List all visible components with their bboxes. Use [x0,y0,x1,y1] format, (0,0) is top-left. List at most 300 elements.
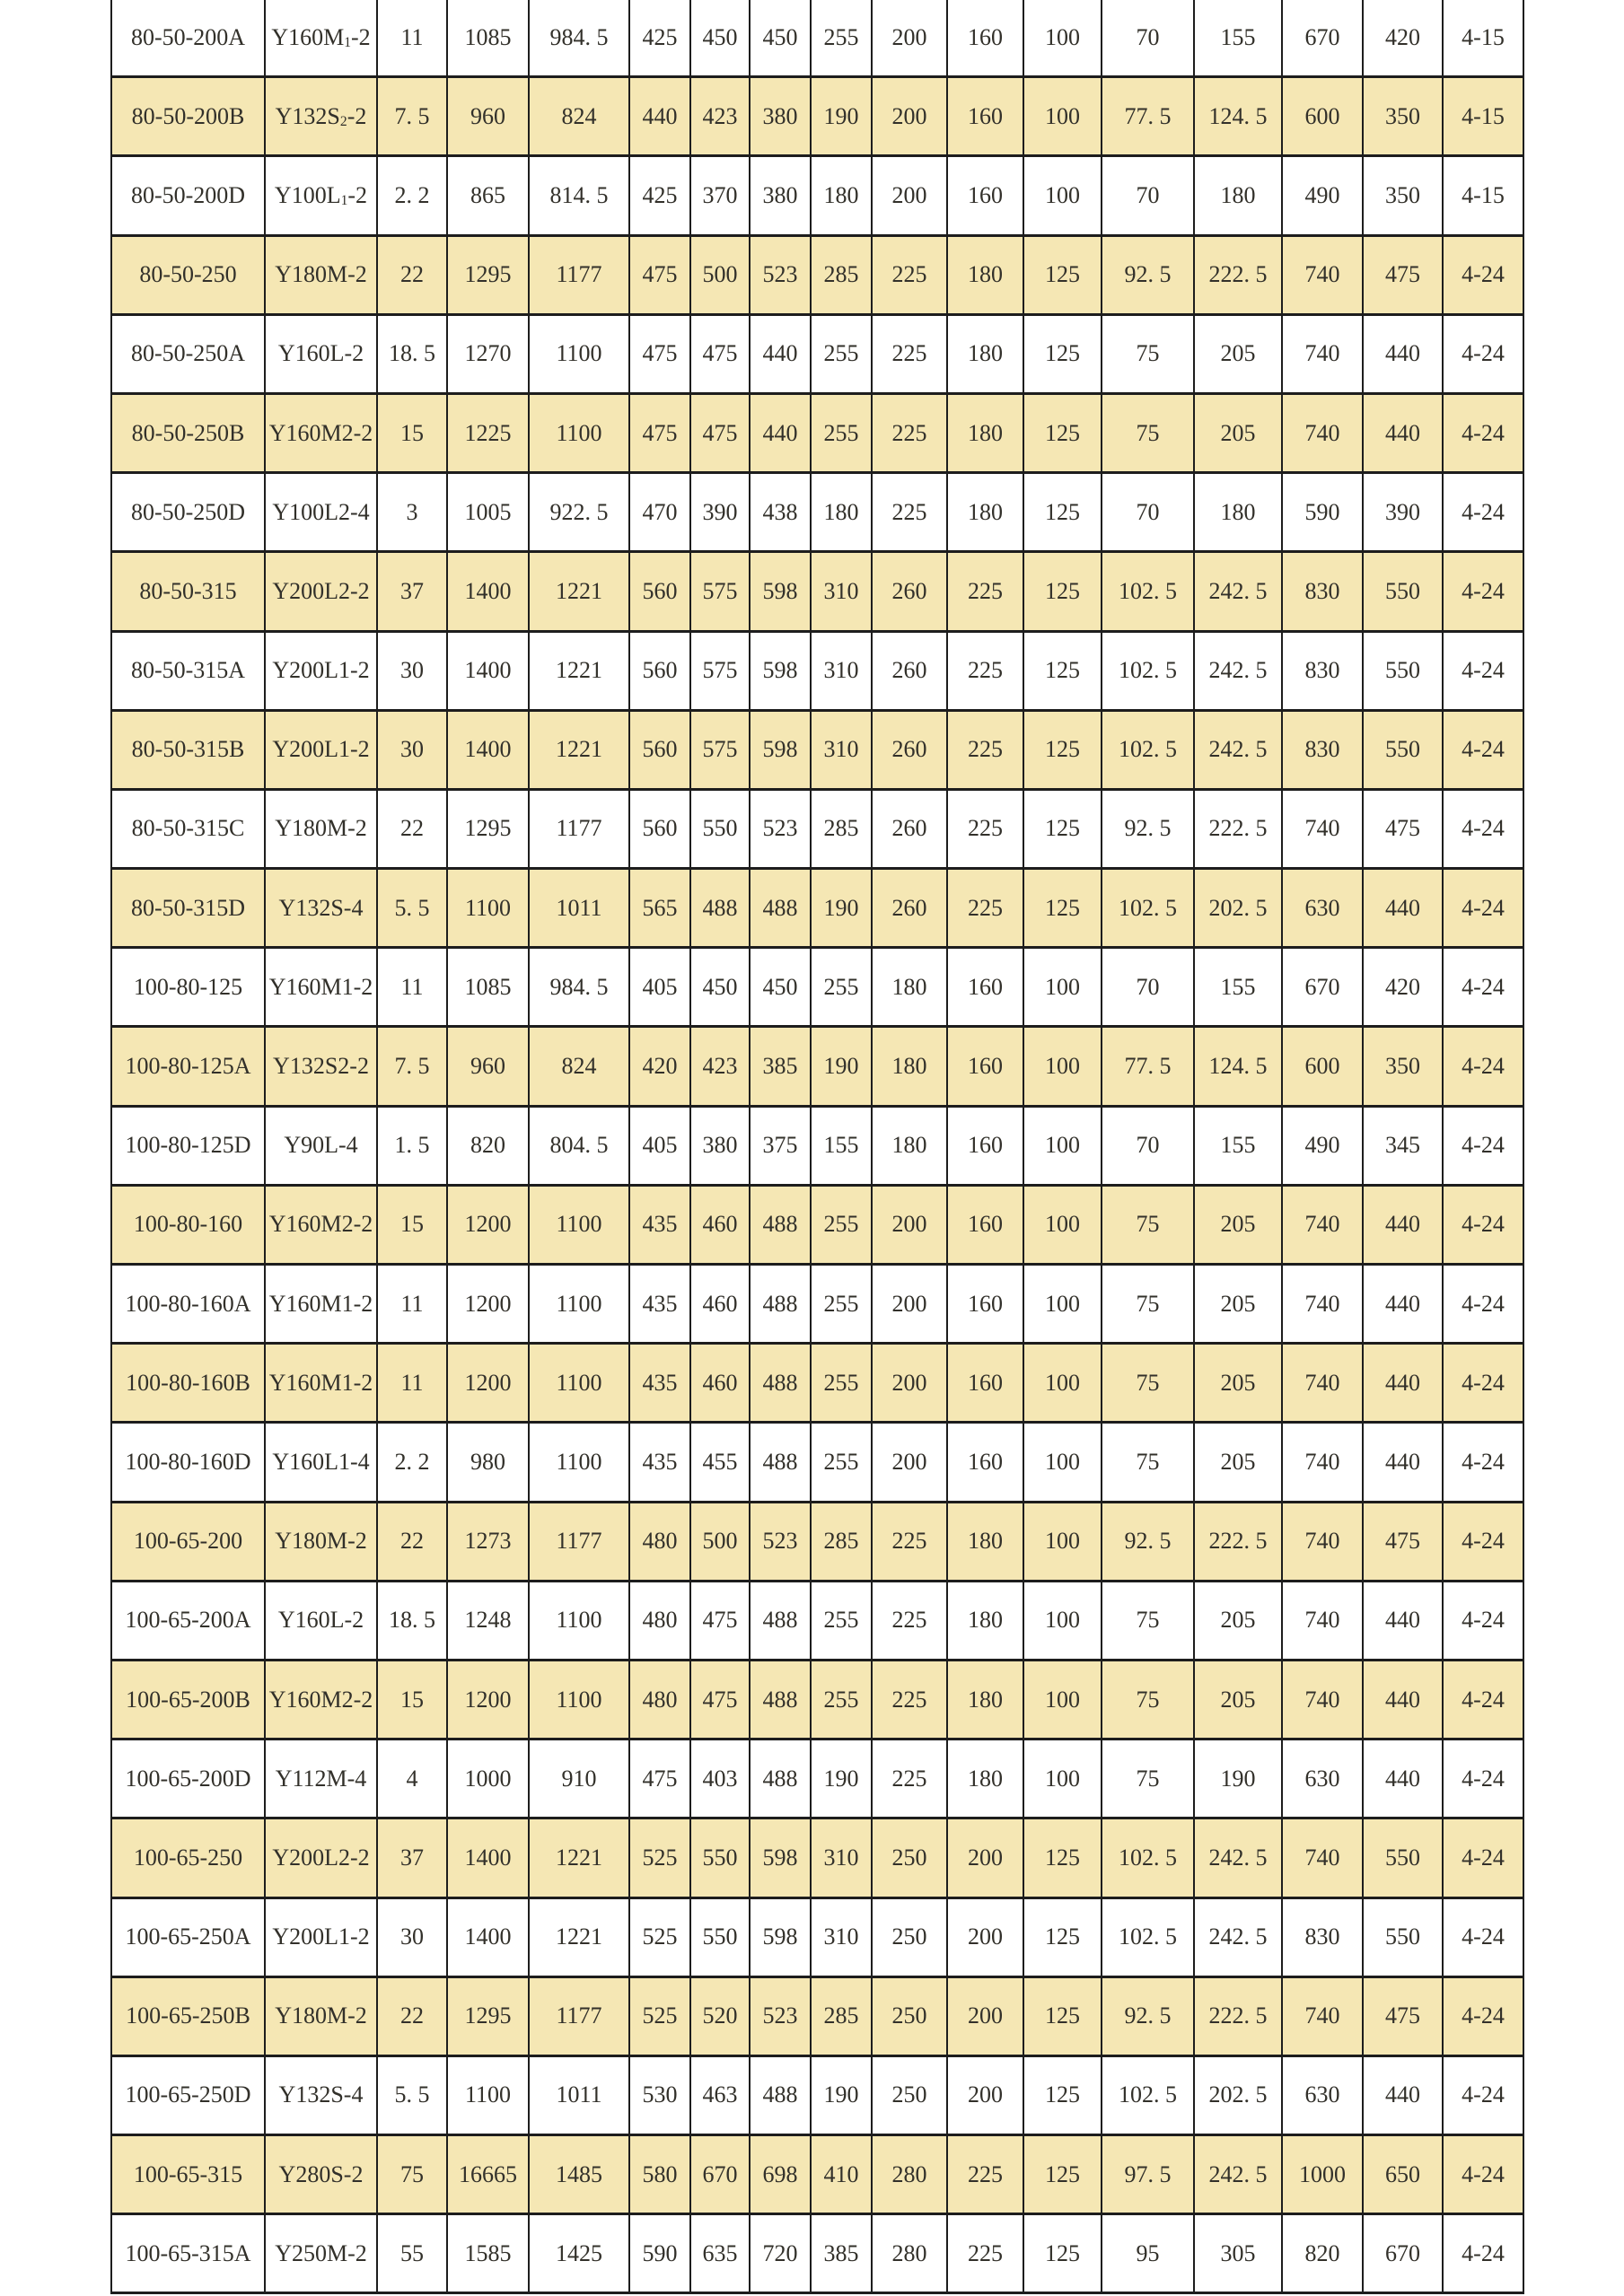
spec-value-cell: 180 [811,473,872,552]
spec-value-cell: 4-15 [1443,156,1523,235]
spec-value-cell: 1200 [447,1265,529,1344]
spec-value-cell: 155 [1194,0,1282,77]
motor-type-cell: Y100L2-4 [265,473,377,552]
pump-model-cell: 80-50-250D [111,473,265,552]
spec-value-cell: 1400 [447,1818,529,1897]
spec-value-cell: 100 [1023,156,1102,235]
spec-value-cell: 865 [447,156,529,235]
spec-value-cell: 22 [377,789,447,868]
pump-model-cell: 100-65-315A [111,2214,265,2293]
spec-value-cell: 1200 [447,1660,529,1739]
spec-value-cell: 125 [1023,710,1102,789]
spec-value-cell: 450 [690,0,750,77]
spec-value-cell: 75 [377,2135,447,2214]
spec-value-cell: 30 [377,710,447,789]
spec-value-cell: 1011 [529,2055,629,2134]
spec-value-cell: 255 [811,393,872,472]
spec-value-cell: 1295 [447,789,529,868]
spec-value-cell: 984. 5 [529,0,629,77]
spec-value-cell: 440 [1363,1740,1443,1818]
spec-value-cell: 598 [750,1818,811,1897]
spec-value-cell: 740 [1282,1502,1363,1581]
spec-value-cell: 4-24 [1443,473,1523,552]
spec-value-cell: 102. 5 [1102,710,1194,789]
spec-value-cell: 1273 [447,1502,529,1581]
spec-value-cell: 70 [1102,0,1194,77]
spec-value-cell: 1400 [447,552,529,631]
spec-value-cell: 205 [1194,393,1282,472]
spec-value-cell: 125 [1023,393,1102,472]
spec-value-cell: 16665 [447,2135,529,2214]
spec-value-cell: 403 [690,1740,750,1818]
spec-value-cell: 4-24 [1443,948,1523,1027]
pump-model-cell: 100-80-125 [111,948,265,1027]
spec-value-cell: 255 [811,1185,872,1264]
spec-value-cell: 30 [377,631,447,710]
spec-value-cell: 1011 [529,869,629,948]
spec-value-cell: 2. 2 [377,1423,447,1502]
table-row [111,314,1523,393]
spec-value-cell: 285 [811,1502,872,1581]
spec-value-cell: 550 [1363,631,1443,710]
spec-value-cell: 100 [1023,77,1102,156]
spec-value-cell: 670 [1282,0,1363,77]
spec-value-cell: 1221 [529,552,629,631]
spec-value-cell: 200 [872,1265,947,1344]
spec-value-cell: 92. 5 [1102,235,1194,314]
spec-value-cell: 475 [1363,1976,1443,2055]
spec-value-cell: 125 [1023,2055,1102,2134]
spec-value-cell: 225 [872,1581,947,1660]
table-row [111,473,1523,552]
motor-type-cell: Y180M-2 [265,789,377,868]
spec-value-cell: 100 [1023,1660,1102,1739]
spec-value-cell: 740 [1282,314,1363,393]
table-row [111,2214,1523,2293]
spec-value-cell: 200 [872,1344,947,1423]
motor-type-cell: Y200L2-2 [265,1818,377,1897]
spec-value-cell: 460 [690,1344,750,1423]
spec-value-cell: 222. 5 [1194,789,1282,868]
spec-value-cell: 4-24 [1443,1265,1523,1344]
motor-type-cell: Y112M-4 [265,1740,377,1818]
spec-value-cell: 205 [1194,1581,1282,1660]
table-row [111,156,1523,235]
spec-value-cell: 37 [377,1818,447,1897]
spec-value-cell: 255 [811,1660,872,1739]
spec-value-cell: 488 [750,1344,811,1423]
spec-value-cell: 600 [1282,1027,1363,1106]
motor-type-cell: Y200L1-2 [265,631,377,710]
motor-type-cell: Y160M1-2 [265,948,377,1027]
spec-value-cell: 15 [377,1185,447,1264]
spec-value-cell: 70 [1102,948,1194,1027]
spec-value-cell: 225 [947,552,1023,631]
spec-value-cell: 124. 5 [1194,1027,1282,1106]
spec-value-cell: 102. 5 [1102,552,1194,631]
spec-value-cell: 420 [1363,0,1443,77]
pump-model-cell: 80-50-250 [111,235,265,314]
spec-value-cell: 1100 [447,869,529,948]
spec-value-cell: 77. 5 [1102,1027,1194,1106]
spec-value-cell: 440 [1363,2055,1443,2134]
spec-value-cell: 222. 5 [1194,235,1282,314]
spec-value-cell: 222. 5 [1194,1502,1282,1581]
spec-value-cell: 475 [629,1740,690,1818]
spec-value-cell: 310 [811,631,872,710]
spec-value-cell: 285 [811,1976,872,2055]
spec-value-cell: 488 [750,1740,811,1818]
spec-value-cell: 740 [1282,1818,1363,1897]
motor-type-cell: Y200L1-2 [265,1897,377,1976]
spec-value-cell: 250 [872,1897,947,1976]
pump-model-cell: 100-80-160A [111,1265,265,1344]
pump-model-cell: 80-50-250B [111,393,265,472]
spec-value-cell: 22 [377,1976,447,2055]
spec-value-cell: 1000 [447,1740,529,1818]
pump-model-cell: 100-65-200D [111,1740,265,1818]
spec-value-cell: 440 [1363,314,1443,393]
spec-value-cell: 205 [1194,1660,1282,1739]
spec-value-cell: 1295 [447,1976,529,2055]
spec-value-cell: 1295 [447,235,529,314]
spec-value-cell: 390 [690,473,750,552]
spec-value-cell: 250 [872,1818,947,1897]
table-row [111,1818,1523,1897]
spec-value-cell: 922. 5 [529,473,629,552]
pump-model-cell: 100-65-200B [111,1660,265,1739]
spec-value-cell: 488 [690,869,750,948]
spec-value-cell: 575 [690,631,750,710]
spec-value-cell: 1085 [447,0,529,77]
spec-value-cell: 698 [750,2135,811,2214]
table-row [111,77,1523,156]
spec-value-cell: 550 [690,1818,750,1897]
spec-value-cell: 70 [1102,156,1194,235]
spec-value-cell: 160 [947,1185,1023,1264]
pump-model-cell: 100-65-250B [111,1976,265,2055]
spec-value-cell: 160 [947,1027,1023,1106]
spec-value-cell: 190 [811,869,872,948]
spec-value-cell: 4-24 [1443,869,1523,948]
spec-value-cell: 420 [629,1027,690,1106]
spec-value-cell: 225 [947,710,1023,789]
spec-value-cell: 190 [811,1740,872,1818]
table-row [111,789,1523,868]
spec-value-cell: 4-24 [1443,1027,1523,1106]
spec-value-cell: 375 [750,1106,811,1185]
spec-value-cell: 440 [1363,1660,1443,1739]
table-row [111,2055,1523,2134]
spec-value-cell: 15 [377,1660,447,1739]
spec-value-cell: 380 [690,1106,750,1185]
spec-value-cell: 390 [1363,473,1443,552]
table-row [111,1265,1523,1344]
spec-value-cell: 255 [811,1265,872,1344]
spec-value-cell: 4-24 [1443,314,1523,393]
spec-value-cell: 1225 [447,393,529,472]
spec-value-cell: 124. 5 [1194,77,1282,156]
table-row [111,869,1523,948]
spec-value-cell: 242. 5 [1194,552,1282,631]
spec-value-cell: 530 [629,2055,690,2134]
pump-model-cell: 80-50-315D [111,869,265,948]
spec-value-cell: 75 [1102,1423,1194,1502]
spec-value-cell: 242. 5 [1194,710,1282,789]
spec-value-cell: 1100 [529,1660,629,1739]
spec-value-cell: 4-24 [1443,1660,1523,1739]
table-row [111,1502,1523,1581]
table-row [111,1897,1523,1976]
spec-value-cell: 5. 5 [377,2055,447,2134]
spec-value-cell: 75 [1102,1581,1194,1660]
spec-value-cell: 75 [1102,393,1194,472]
spec-value-cell: 255 [811,1581,872,1660]
spec-value-cell: 200 [947,1976,1023,2055]
spec-value-cell: 225 [872,314,947,393]
spec-value-cell: 205 [1194,1185,1282,1264]
spec-value-cell: 305 [1194,2214,1282,2293]
spec-value-cell: 488 [750,869,811,948]
spec-value-cell: 1100 [529,1581,629,1660]
spec-value-cell: 480 [629,1502,690,1581]
spec-value-cell: 440 [1363,393,1443,472]
spec-value-cell: 97. 5 [1102,2135,1194,2214]
spec-value-cell: 1177 [529,789,629,868]
spec-value-cell: 488 [750,1423,811,1502]
spec-value-cell: 225 [872,393,947,472]
table-row [111,1027,1523,1106]
spec-value-cell: 155 [811,1106,872,1185]
spec-value-cell: 4-24 [1443,2214,1523,2293]
spec-value-cell: 475 [629,235,690,314]
spec-value-cell: 22 [377,235,447,314]
spec-value-cell: 630 [1282,1740,1363,1818]
spec-value-cell: 75 [1102,1344,1194,1423]
spec-value-cell: 345 [1363,1106,1443,1185]
motor-type-cell: Y250M-2 [265,2214,377,2293]
pump-model-cell: 100-65-200A [111,1581,265,1660]
spec-value-cell: 350 [1363,1027,1443,1106]
spec-value-cell: 980 [447,1423,529,1502]
spec-value-cell: 463 [690,2055,750,2134]
spec-value-cell: 75 [1102,1660,1194,1739]
motor-type-cell: $Y132S_2-2$ [265,77,377,156]
spec-value-cell: 590 [629,2214,690,2293]
spec-value-cell: 92. 5 [1102,1502,1194,1581]
spec-value-cell: 830 [1282,1897,1363,1976]
spec-value-cell: 125 [1023,314,1102,393]
spec-value-cell: 435 [629,1265,690,1344]
pump-model-cell: 80-50-200B [111,77,265,156]
spec-value-cell: 440 [1363,1581,1443,1660]
spec-value-cell: 380 [750,77,811,156]
spec-value-cell: 180 [947,1502,1023,1581]
spec-value-cell: 450 [750,0,811,77]
spec-value-cell: 4-24 [1443,1976,1523,2055]
spec-value-cell: 440 [1363,869,1443,948]
spec-value-cell: 635 [690,2214,750,2293]
spec-value-cell: 385 [750,1027,811,1106]
spec-value-cell: 385 [811,2214,872,2293]
spec-value-cell: 450 [690,948,750,1027]
spec-value-cell: 3 [377,473,447,552]
spec-value-cell: 190 [1194,1740,1282,1818]
spec-value-cell: 100 [1023,1581,1102,1660]
table-row [111,631,1523,710]
pump-model-cell: 80-50-315B [111,710,265,789]
spec-value-cell: 225 [947,869,1023,948]
spec-value-cell: 438 [750,473,811,552]
spec-value-cell: 225 [872,235,947,314]
spec-value-cell: 435 [629,1423,690,1502]
spec-value-cell: 180 [872,1027,947,1106]
spec-value-cell: 280 [872,2214,947,2293]
table-row [111,552,1523,631]
spec-value-cell: 180 [947,473,1023,552]
spec-value-cell: 520 [690,1976,750,2055]
spec-value-cell: 100 [1023,948,1102,1027]
spec-value-cell: 100 [1023,1027,1102,1106]
spec-value-cell: 440 [1363,1185,1443,1264]
spec-value-cell: 255 [811,948,872,1027]
spec-value-cell: 102. 5 [1102,1897,1194,1976]
spec-value-cell: 740 [1282,789,1363,868]
spec-value-cell: 475 [690,393,750,472]
spec-value-cell: 202. 5 [1194,869,1282,948]
spec-value-cell: 225 [947,2135,1023,2214]
spec-value-cell: 205 [1194,314,1282,393]
spec-value-cell: 475 [629,314,690,393]
spec-value-cell: 255 [811,314,872,393]
spec-value-cell: 250 [872,2055,947,2134]
spec-value-cell: 310 [811,552,872,631]
spec-value-cell: 740 [1282,1660,1363,1739]
spec-value-cell: 670 [1282,948,1363,1027]
spec-value-cell: 490 [1282,1106,1363,1185]
spec-value-cell: 350 [1363,156,1443,235]
spec-value-cell: 225 [872,1502,947,1581]
spec-value-cell: 310 [811,710,872,789]
spec-value-cell: 155 [1194,1106,1282,1185]
motor-type-cell: Y180M-2 [265,235,377,314]
spec-value-cell: 70 [1102,1106,1194,1185]
spec-value-cell: 190 [811,2055,872,2134]
spec-value-cell: 280 [872,2135,947,2214]
spec-value-cell: 630 [1282,2055,1363,2134]
spec-value-cell: 4-24 [1443,1344,1523,1423]
spec-value-cell: 1400 [447,710,529,789]
spec-value-cell: 102. 5 [1102,631,1194,710]
spec-value-cell: 125 [1023,1818,1102,1897]
spec-value-cell: 95 [1102,2214,1194,2293]
spec-value-cell: 160 [947,1106,1023,1185]
spec-value-cell: 100 [1023,1740,1102,1818]
spec-value-cell: 370 [690,156,750,235]
spec-value-cell: 100 [1023,1344,1102,1423]
spec-value-cell: 100 [1023,1502,1102,1581]
spec-value-cell: 4-24 [1443,710,1523,789]
spec-value-cell: 598 [750,552,811,631]
spec-value-cell: 75 [1102,1265,1194,1344]
spec-value-cell: 102. 5 [1102,869,1194,948]
pump-model-cell: 100-65-200 [111,1502,265,1581]
spec-value-cell: 470 [629,473,690,552]
spec-value-cell: 560 [629,552,690,631]
spec-value-cell: 180 [1194,156,1282,235]
spec-value-cell: 11 [377,1265,447,1344]
spec-value-cell: 70 [1102,473,1194,552]
spec-value-cell: 75 [1102,1740,1194,1818]
spec-value-cell: 565 [629,869,690,948]
spec-value-cell: 102. 5 [1102,1818,1194,1897]
spec-value-cell: 910 [529,1740,629,1818]
pump-model-cell: 80-50-315A [111,631,265,710]
pump-model-cell: 80-50-250A [111,314,265,393]
spec-value-cell: 4-24 [1443,1740,1523,1818]
table-row [111,948,1523,1027]
motor-type-cell: Y160L-2 [265,314,377,393]
spec-value-cell: 225 [947,789,1023,868]
spec-value-cell: 160 [947,0,1023,77]
spec-value-cell: 1177 [529,235,629,314]
spec-value-cell: 740 [1282,1265,1363,1344]
spec-value-cell: 4-24 [1443,789,1523,868]
pump-model-cell: 100-80-160 [111,1185,265,1264]
motor-type-cell: Y280S-2 [265,2135,377,2214]
spec-value-cell: 650 [1363,2135,1443,2214]
spec-value-cell: 1425 [529,2214,629,2293]
spec-value-cell: 310 [811,1897,872,1976]
spec-value-cell: 200 [872,156,947,235]
spec-value-cell: 200 [872,0,947,77]
spec-value-cell: 550 [1363,710,1443,789]
table-row [111,1660,1523,1739]
table-body [111,0,1523,2293]
spec-value-cell: 30 [377,1897,447,1976]
spec-value-cell: 180 [947,1740,1023,1818]
spec-value-cell: 225 [947,631,1023,710]
spec-value-cell: 440 [1363,1423,1443,1502]
spec-value-cell: 740 [1282,1185,1363,1264]
spec-value-cell: 500 [690,235,750,314]
spec-value-cell: 824 [529,1027,629,1106]
spec-value-cell: 525 [629,1818,690,1897]
spec-value-cell: 4-24 [1443,235,1523,314]
spec-value-cell: 523 [750,1502,811,1581]
spec-value-cell: 740 [1282,1344,1363,1423]
table-row [111,1423,1523,1502]
pump-model-cell: 80-50-315C [111,789,265,868]
motor-type-cell: Y160L-2 [265,1581,377,1660]
motor-type-cell: Y160M2-2 [265,393,377,472]
spec-value-cell: 200 [872,1423,947,1502]
spec-value-cell: 205 [1194,1344,1282,1423]
spec-value-cell: 180 [811,156,872,235]
spec-value-cell: 490 [1282,156,1363,235]
spec-value-cell: 435 [629,1344,690,1423]
table-row [111,235,1523,314]
pump-model-cell: 100-80-125A [111,1027,265,1106]
spec-value-cell: 600 [1282,77,1363,156]
spec-value-cell: 1100 [447,2055,529,2134]
spec-value-cell: 440 [750,314,811,393]
table-row [111,710,1523,789]
spec-value-cell: 2. 2 [377,156,447,235]
motor-type-cell: Y160M1-2 [265,1344,377,1423]
spec-value-cell: 488 [750,1185,811,1264]
motor-type-cell: Y160M2-2 [265,1185,377,1264]
